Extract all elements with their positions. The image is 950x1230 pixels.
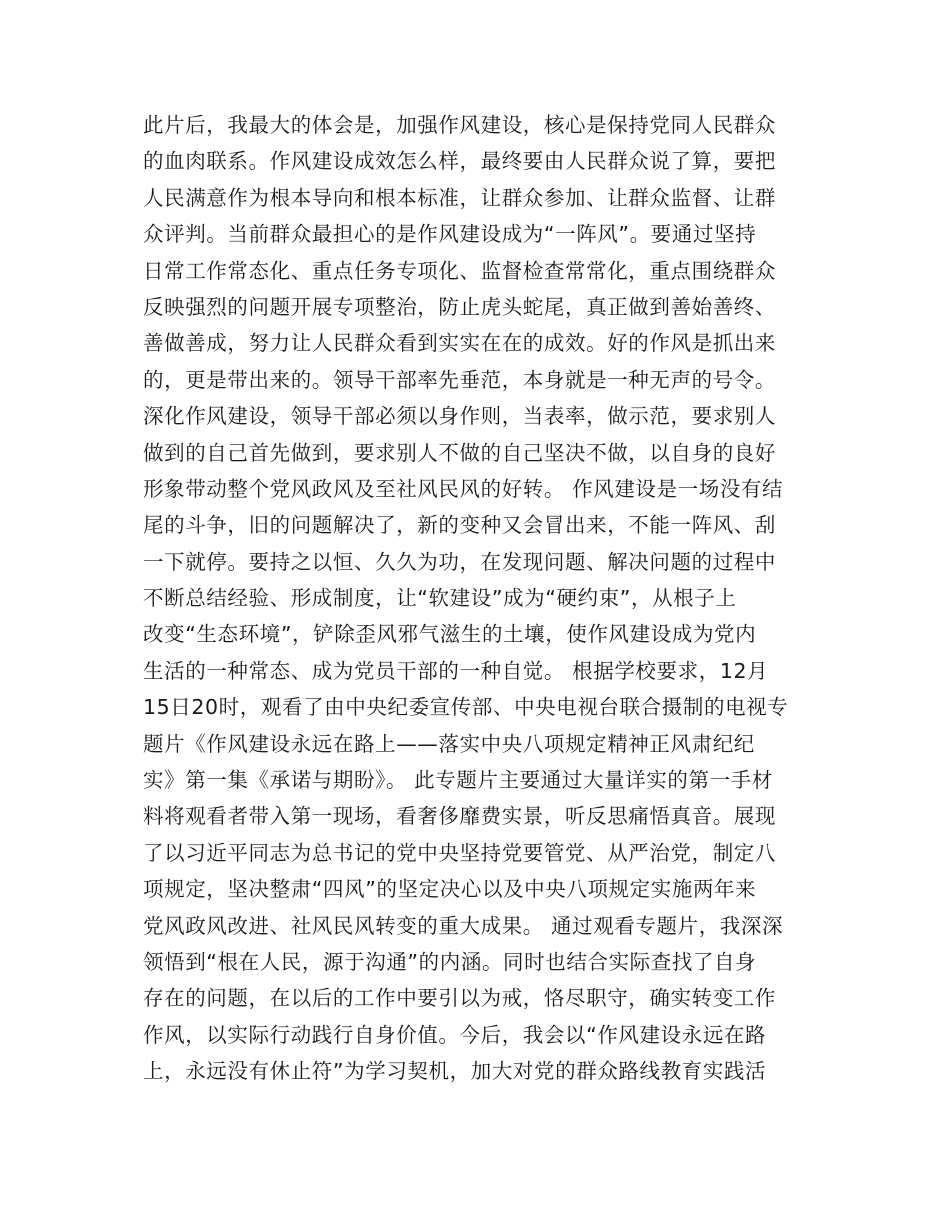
text-line: 人民满意作为根本导向和根本标准，让群众参加、让群众监督、让群 <box>143 185 776 210</box>
text-line: 15日20时，观看了由中央纪委宣传部、中央电视台联合摄制的电视专 <box>143 695 789 720</box>
body-text <box>143 107 803 1090</box>
text-line: 一下就停。要持之以恒、久久为功，在发现问题、解决问题的过程中 <box>143 549 776 574</box>
text-line: 日常工作常态化、重点任务专项化、监督检查常常化，重点围绕群众 <box>143 258 776 283</box>
text-line: 深化作风建设，领导干部必须以身作则，当表率，做示范，要求别人 <box>143 404 776 429</box>
text-line: 党风政风改进、社风民风转变的重大成果。 通过观看专题片，我深深 <box>143 913 784 938</box>
text-line: 领悟到“根在人民，源于沟通”的内涵。同时也结合实际查找了自身 <box>143 949 757 974</box>
text-line: 形象带动整个党风政风及至社风民风的好转。 作风建设是一场没有结 <box>143 476 784 501</box>
text-line: 改变“生态环境”，铲除歪风邪气滋生的土壤，使作风建设成为党内 <box>143 622 757 647</box>
text-line: 的血肉联系。作风建设成效怎么样，最终要由人民群众说了算，要把 <box>143 149 776 174</box>
text-line: 上，永远没有休止符”为学习契机，加大对党的群众路线教育实践活 <box>143 1059 767 1084</box>
text-line: 料将观看者带入第一现场，看奢侈靡费实景，听反思痛悟真音。展现 <box>143 804 776 829</box>
text-line: 的，更是带出来的。领导干部率先垂范，本身就是一种无声的号令。 <box>143 367 776 392</box>
text-line: 存在的问题，在以后的工作中要引以为戒，恪尽职守，确实转变工作 <box>143 986 776 1011</box>
text-line: 众评判。当前群众最担心的是作风建设成为“一阵风”。要通过坚持 <box>143 222 757 247</box>
text-line: 生活的一种常态、成为党员干部的一种自觉。 根据学校要求，12月 <box>143 658 769 683</box>
text-line: 反映强烈的问题开展专项整治，防止虎头蛇尾，真正做到善始善终、 <box>143 294 776 319</box>
text-line: 善做善成，努力让人民群众看到实实在在的成效。好的作风是抓出来 <box>143 331 776 356</box>
text-line: 实》第一集《承诺与期盼》。 此专题片主要通过大量详实的第一手材 <box>143 768 773 793</box>
text-line: 题片《作风建设永远在路上——落实中央八项规定精神正风肃纪纪 <box>143 731 755 756</box>
text-line: 不断总结经验、形成制度，让“软建设”成为“硬约束”，从根子上 <box>143 586 737 611</box>
text-line: 作风，以实际行动践行自身价值。今后，我会以“作风建设永远在路 <box>143 1022 767 1047</box>
text-line: 做到的自己首先做到，要求别人不做的自己坚决不做，以自身的良好 <box>143 440 776 465</box>
text-line: 此片后，我最大的体会是，加强作风建设，核心是保持党同人民群众 <box>143 113 776 137</box>
text-line: 尾的斗争，旧的问题解决了，新的变种又会冒出来，不能一阵风、刮 <box>143 513 776 538</box>
text-line: 了以习近平同志为总书记的党中央坚持党要管党、从严治党，制定八 <box>143 840 776 865</box>
text-line: 项规定，坚决整肃“四风”的坚定决心以及中央八项规定实施两年来 <box>143 877 757 902</box>
